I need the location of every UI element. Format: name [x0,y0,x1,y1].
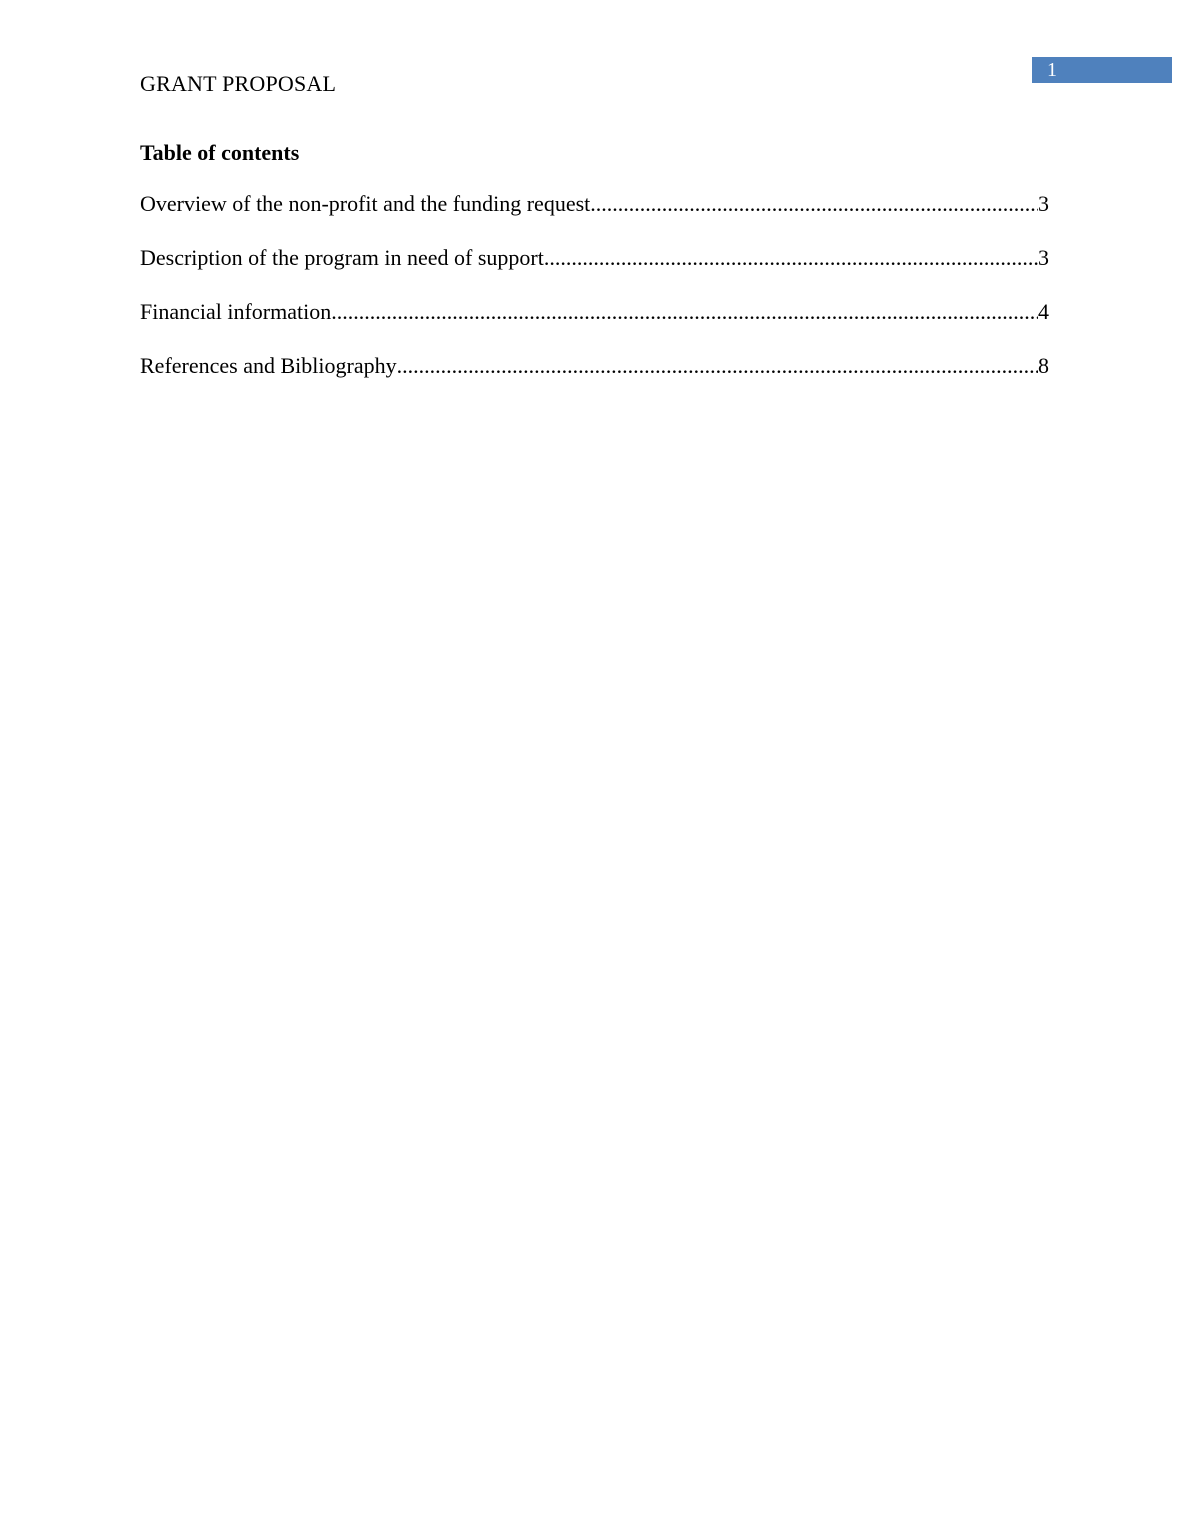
toc-entry-financial-information[interactable] [140,298,1049,352]
toc-dot-leader [544,244,1038,272]
toc-dot-leader [590,190,1038,218]
toc-entry-page: 8 [1038,353,1049,378]
toc-entry-page: 3 [1038,245,1049,270]
toc-list [140,190,1049,406]
toc-entry-title: Financial information [140,299,332,324]
toc-entry-page: 4 [1038,299,1049,324]
toc-entry-references[interactable] [140,352,1049,406]
toc-entry-title: References and Bibliography [140,353,397,378]
toc-entry-title: Overview of the non-profit and the funding request [140,191,591,216]
toc-heading: Table of contents [140,140,300,165]
running-head: GRANT PROPOSAL [140,71,337,96]
toc-entry-overview[interactable] [140,190,1049,244]
toc-entry-program-description[interactable] [140,244,1049,298]
toc-dot-leader [397,352,1038,380]
toc-entry-page: 3 [1038,191,1049,216]
toc-entry-title: Description of the program in need of support [140,245,544,270]
page-number-badge: 1 [1032,57,1172,83]
toc-dot-leader [331,298,1038,326]
